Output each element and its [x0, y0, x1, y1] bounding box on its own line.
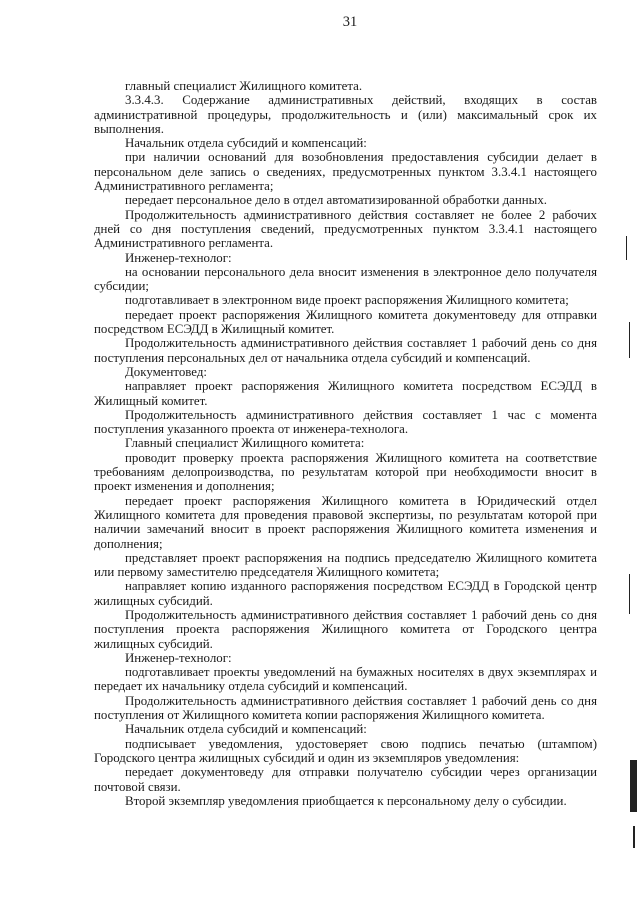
scan-artifact: [629, 322, 630, 358]
paragraph: Продолжительность административного действия составляет 1 рабочий день со дня поступления от Жилищного комитета копии распоряжения Жилищного комитета.: [94, 693, 597, 723]
paragraph: Продолжительность административного действия составляет не более 2 рабочих дней со дня поступления сведений, предусмотренных пунктом 3.3.4.1 настоящего Административного регламента.: [94, 207, 597, 251]
scan-artifact: [629, 574, 630, 614]
paragraph: при наличии оснований для возобновления предоставления субсидии делает в персональном деле запись о сведениях, предусмотренных пунктом 3.3.4.1 настоящего Административного регламента;: [94, 150, 597, 194]
paragraph: Главный специалист Жилищного комитета:: [125, 436, 365, 451]
paragraph: на основании персонального дела вносит изменения в электронное дело получателя субсидии;: [94, 264, 597, 294]
paragraph: представляет проект распоряжения на подпись председателю Жилищного комитета или первому заместителю председателя Жилищного комитета;: [94, 550, 597, 580]
paragraph: Инженер-технолог:: [125, 650, 232, 665]
paragraph: подготавливает проекты уведомлений на бумажных носителях в двух экземплярах и передает их начальнику отдела субсидий и компенсаций.: [94, 665, 597, 694]
paragraph: Продолжительность административного действия составляет 1 рабочий день со дня поступления персональных дел от начальника отдела субсидий и компенсаций.: [94, 336, 597, 365]
paragraph: Документовед:: [125, 364, 207, 379]
paragraph: Продолжительность административного действия составляет 1 рабочий день со дня поступления проекта распоряжения Жилищного комитета от Городского центра жилищных субсидий.: [94, 607, 597, 651]
paragraph: передает документоведу для отправки получателю субсидии через организации почтовой связи.: [94, 765, 597, 794]
page-number: 31: [342, 14, 358, 30]
paragraph: направляет копию изданного распоряжения посредством ЕСЭДД в Городской центр жилищных субсидий.: [94, 579, 597, 608]
paragraph: проводит проверку проекта распоряжения Жилищного комитета на соответствие требованиям делопроизводства, по результатам которой при необходимости вносит в проект изменения и дополнения;: [94, 450, 597, 494]
paragraph: главный специалист Жилищного комитета.: [125, 79, 363, 93]
paragraph: Второй экземпляр уведомления приобщается к персональному делу о субсидии.: [125, 793, 567, 808]
paragraph: Инженер-технолог:: [125, 250, 232, 265]
paragraph: передает персональное дело в отдел автоматизированной обработки данных.: [125, 193, 548, 208]
paragraph: направляет проект распоряжения Жилищного комитета посредством ЕСЭДД в Жилищный комитет.: [94, 379, 597, 408]
paragraph: Продолжительность административного действия составляет 1 час с момента поступления указанного проекта от инженера-технолога.: [94, 407, 597, 437]
scan-artifact: [633, 826, 635, 848]
paragraph: Начальник отдела субсидий и компенсаций:: [125, 722, 367, 737]
paragraph: подготавливает в электронном виде проект распоряжения Жилищного комитета;: [125, 293, 569, 308]
paragraph: подписывает уведомления, удостоверяет свою подпись печатью (штампом) Городского центра жилищных субсидий и один из экземпляров уведомления:: [94, 736, 597, 765]
scan-artifact: [626, 236, 627, 260]
paragraph: 3.3.4.3. Содержание административных действий, входящих в состав административной процедуры, продолжительность и (или) максимальный срок их выполнения.: [94, 93, 597, 136]
scan-artifact: [630, 760, 637, 812]
paragraph: Начальник отдела субсидий и компенсаций:: [125, 136, 367, 151]
paragraph: передает проект распоряжения Жилищного комитета в Юридический отдел Жилищного комитета для проведения правовой экспертизы, по результатам которой при наличии замечаний вносит в проект распоряжения Жилищного комитета изменения и дополнения;: [94, 493, 597, 551]
document-body: [94, 79, 597, 808]
paragraph: передает проект распоряжения Жилищного комитета документоведу для отправки посредством ЕСЭДД в Жилищный комитет.: [94, 307, 597, 337]
